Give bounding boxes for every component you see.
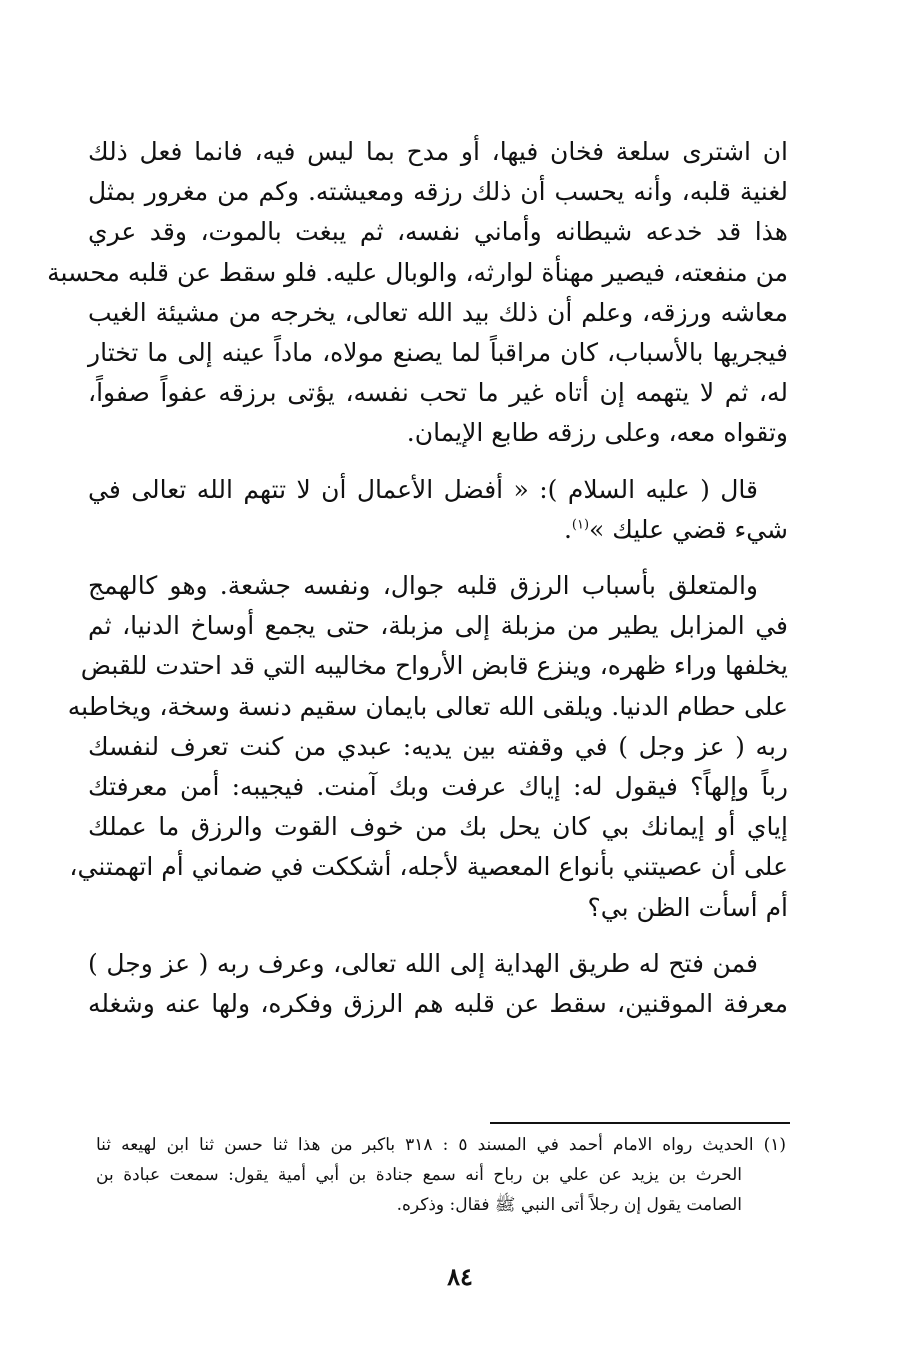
text-line: وتقواه معه، وعلى رزقه طابع الإيمان.: [406, 418, 788, 448]
footnote-line: الصامت يقول إن رجلاً أتى النبي ﷺ فقال: وذكره.: [396, 1195, 742, 1215]
footnote-line: الحرث بن يزيد عن علي بن رباح أنه سمع جنادة بن أبي أمية يقول: سمعت عبادة بن: [96, 1165, 742, 1185]
page-number: ٨٤: [447, 1262, 473, 1291]
text-line: لغنية قلبه، وأنه يحسب أن ذلك رزقه ومعيشته. وكم من مغرور بمثل: [88, 177, 788, 207]
text-line: شيء قضي عليك »$^{(١)}$.: [563, 514, 788, 544]
paragraph-2-hadith: [88, 470, 788, 550]
text-line: قال ( عليه السلام ): « أفضل الأعمال أن لا تتهم الله تعالى في: [88, 474, 758, 504]
text-line: ان اشترى سلعة فخان فيها، أو مدح بما ليس فيه، فانما فعل ذلك: [88, 137, 788, 166]
text-line: رباً وإلهاً؟ فيقول له: إياك عرفت وبك آمنت. فيجيبه: أمن معرفتك: [88, 772, 788, 802]
text-line: في المزابل يطير من مزبلة إلى مزبلة، حتى يجمع أوساخ الدنيا، ثم: [88, 611, 788, 641]
text-line: ربه ( عز وجل ) في وقفته بين يديه: عبدي من كنت تعرف لنفسك: [88, 731, 788, 761]
paragraph-4: [88, 944, 788, 1024]
paragraph-3: [67, 566, 788, 928]
text-line: هذا قد خدعه شيطانه وأماني نفسه، ثم يبغت بالموت، وقد عري: [88, 217, 788, 247]
text-line: فيجريها بالأسباب، كان مراقباً لما يصنع مولاه، ماداً عينه إلى ما تختار: [88, 338, 788, 368]
text-line: أم أسأت الظن بي؟: [587, 892, 788, 922]
footnote-line: (١) الحديث رواه الامام أحمد في المسند ٥ : ٣١٨ باكبر من هذا ثنا حسن ثنا ابن لهيعه ثنا: [96, 1135, 786, 1155]
footnote-divider: [490, 1122, 790, 1124]
text-line: فمن فتح له طريق الهداية إلى الله تعالى، وعرف ربه ( عز وجل ): [88, 948, 758, 978]
text-line: معاشه ورزقه، وعلم أن ذلك بيد الله تعالى، يخرجه من مشيئة الغيب: [88, 297, 788, 327]
text-line: على حطام الدنيا. ويلقى الله تعالى بايمان سقيم دنسة وسخة، ويخاطبه: [67, 691, 788, 721]
footnote-reference: (١): [571, 517, 590, 533]
text-line-content: شيء قضي عليك »: [589, 514, 788, 544]
text-line: إياي أو إيمانك بي كان يحل بك من خوف القوت والرزق ما عملك: [88, 812, 788, 842]
text-line: له، ثم لا يتهمه إن أتاه غير ما تحب نفسه، يؤتى برزقه عفواً صفواً،: [88, 378, 788, 408]
paragraph-1: [47, 132, 788, 454]
text-line: والمتعلق بأسباب الرزق قلبه جوال، ونفسه جشعة. وهو كالهمج: [88, 571, 758, 601]
text-line: معرفة الموقنين، سقط عن قلبه هم الرزق وفكره، ولها عنه وشغله: [88, 989, 788, 1019]
text-line: يخلفها وراء ظهره، وينزع قابض الأرواح مخاليبه التي قد احتدت للقبض: [80, 651, 788, 681]
page-body: [47, 132, 788, 1040]
footnotes: [96, 1130, 786, 1220]
text-line: من منفعته، فيصير مهنأة لوارثه، والوبال عليه. فلو سقط عن قلبه محسبة: [47, 257, 788, 287]
text-line: على أن عصيتني بأنواع المعصية لأجله، أشككت في ضماني أم اتهمتني،: [69, 852, 788, 882]
